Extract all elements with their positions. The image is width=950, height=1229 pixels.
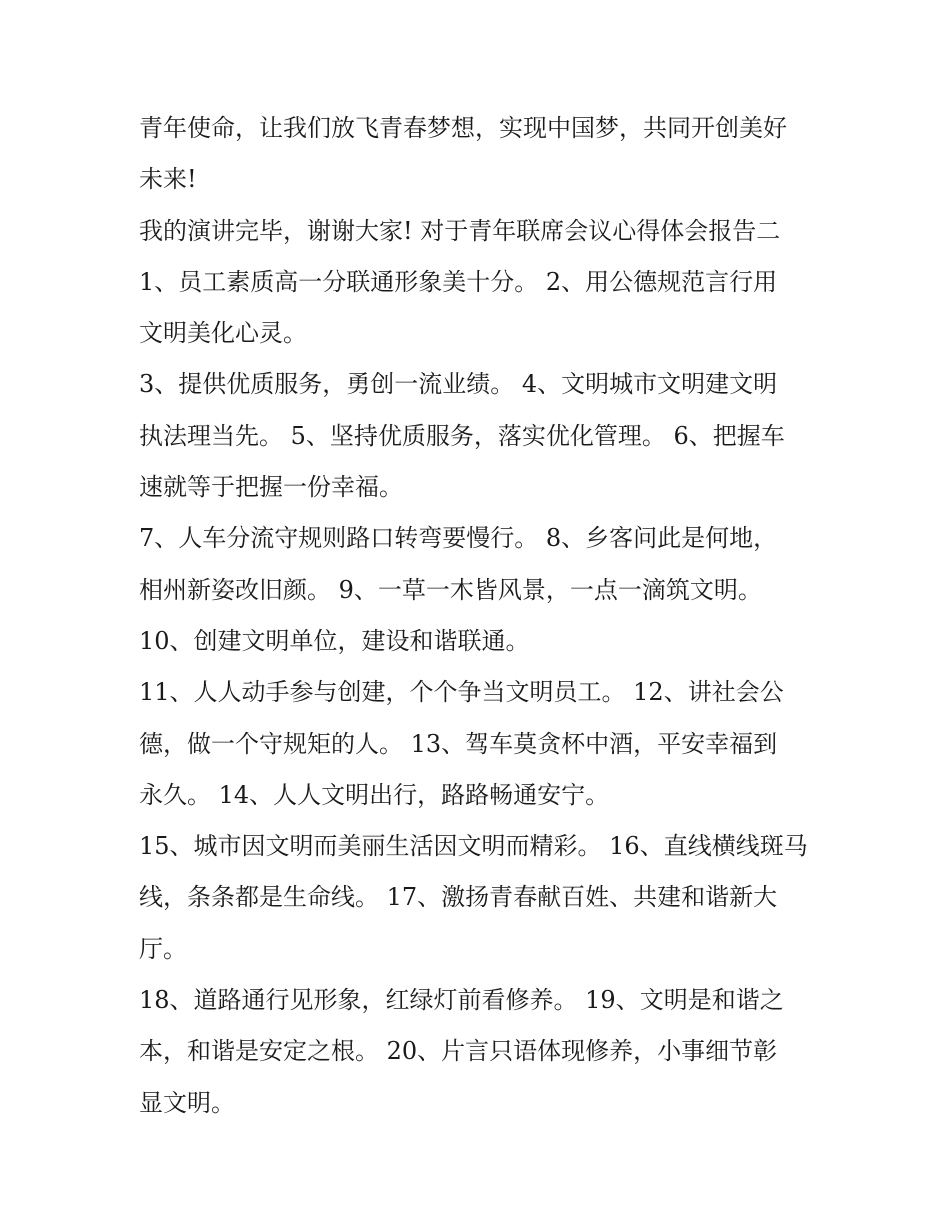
text-line: 11、人人动手参与创建，个个争当文明员工。 12、讲社会公 [139, 678, 784, 707]
text-line: 我的演讲完毕，谢谢大家! 对于青年联席会议心得体会报告二 [139, 216, 781, 245]
text-line: 1、员工素质高一分联通形象美十分。 2、用公德规范言行用 [139, 267, 778, 296]
text-line: 未来! [139, 165, 197, 194]
text-line: 青年使命，让我们放飞青春梦想，实现中国梦，共同开创美好 [139, 114, 787, 142]
document-body [139, 103, 819, 1129]
text-line: 执法理当先。 5、坚持优质服务，落实优化管理。 6、把握车 [139, 421, 785, 450]
text-line: 厅。 [139, 934, 187, 963]
text-line: 显文明。 [139, 1088, 235, 1117]
text-line: 15、城市因文明而美丽生活因文明而精彩。 16、直线横线斑马 [139, 832, 808, 861]
text-line: 相州新姿改旧颜。 9、一草一木皆风景，一点一滴筑文明。 [139, 575, 762, 604]
text-line: 本，和谐是安定之根。 20、片言只语体现修养，小事细节彰 [139, 1037, 778, 1066]
text-line: 线，条条都是生命线。 17、激扬青春献百姓、共建和谐新大 [139, 883, 778, 912]
text-line: 德，做一个守规矩的人。 13、驾车莫贪杯中酒，平安幸福到 [139, 729, 778, 758]
text-line: 速就等于把握一份幸福。 [139, 473, 403, 502]
text-line: 3、提供优质服务，勇创一流业绩。 4、文明城市文明建文明 [139, 370, 778, 399]
text-line: 18、道路通行见形象，红绿灯前看修养。 19、文明是和谐之 [139, 986, 784, 1015]
text-line: 永久。 14、人人文明出行，路路畅通安宁。 [139, 780, 610, 809]
text-line: 7、人车分流守规则路口转弯要慢行。 8、乡客问此是何地， [139, 524, 778, 553]
text-line: 10、创建文明单位，建设和谐联通。 [139, 626, 530, 655]
text-line: 文明美化心灵。 [139, 319, 307, 348]
